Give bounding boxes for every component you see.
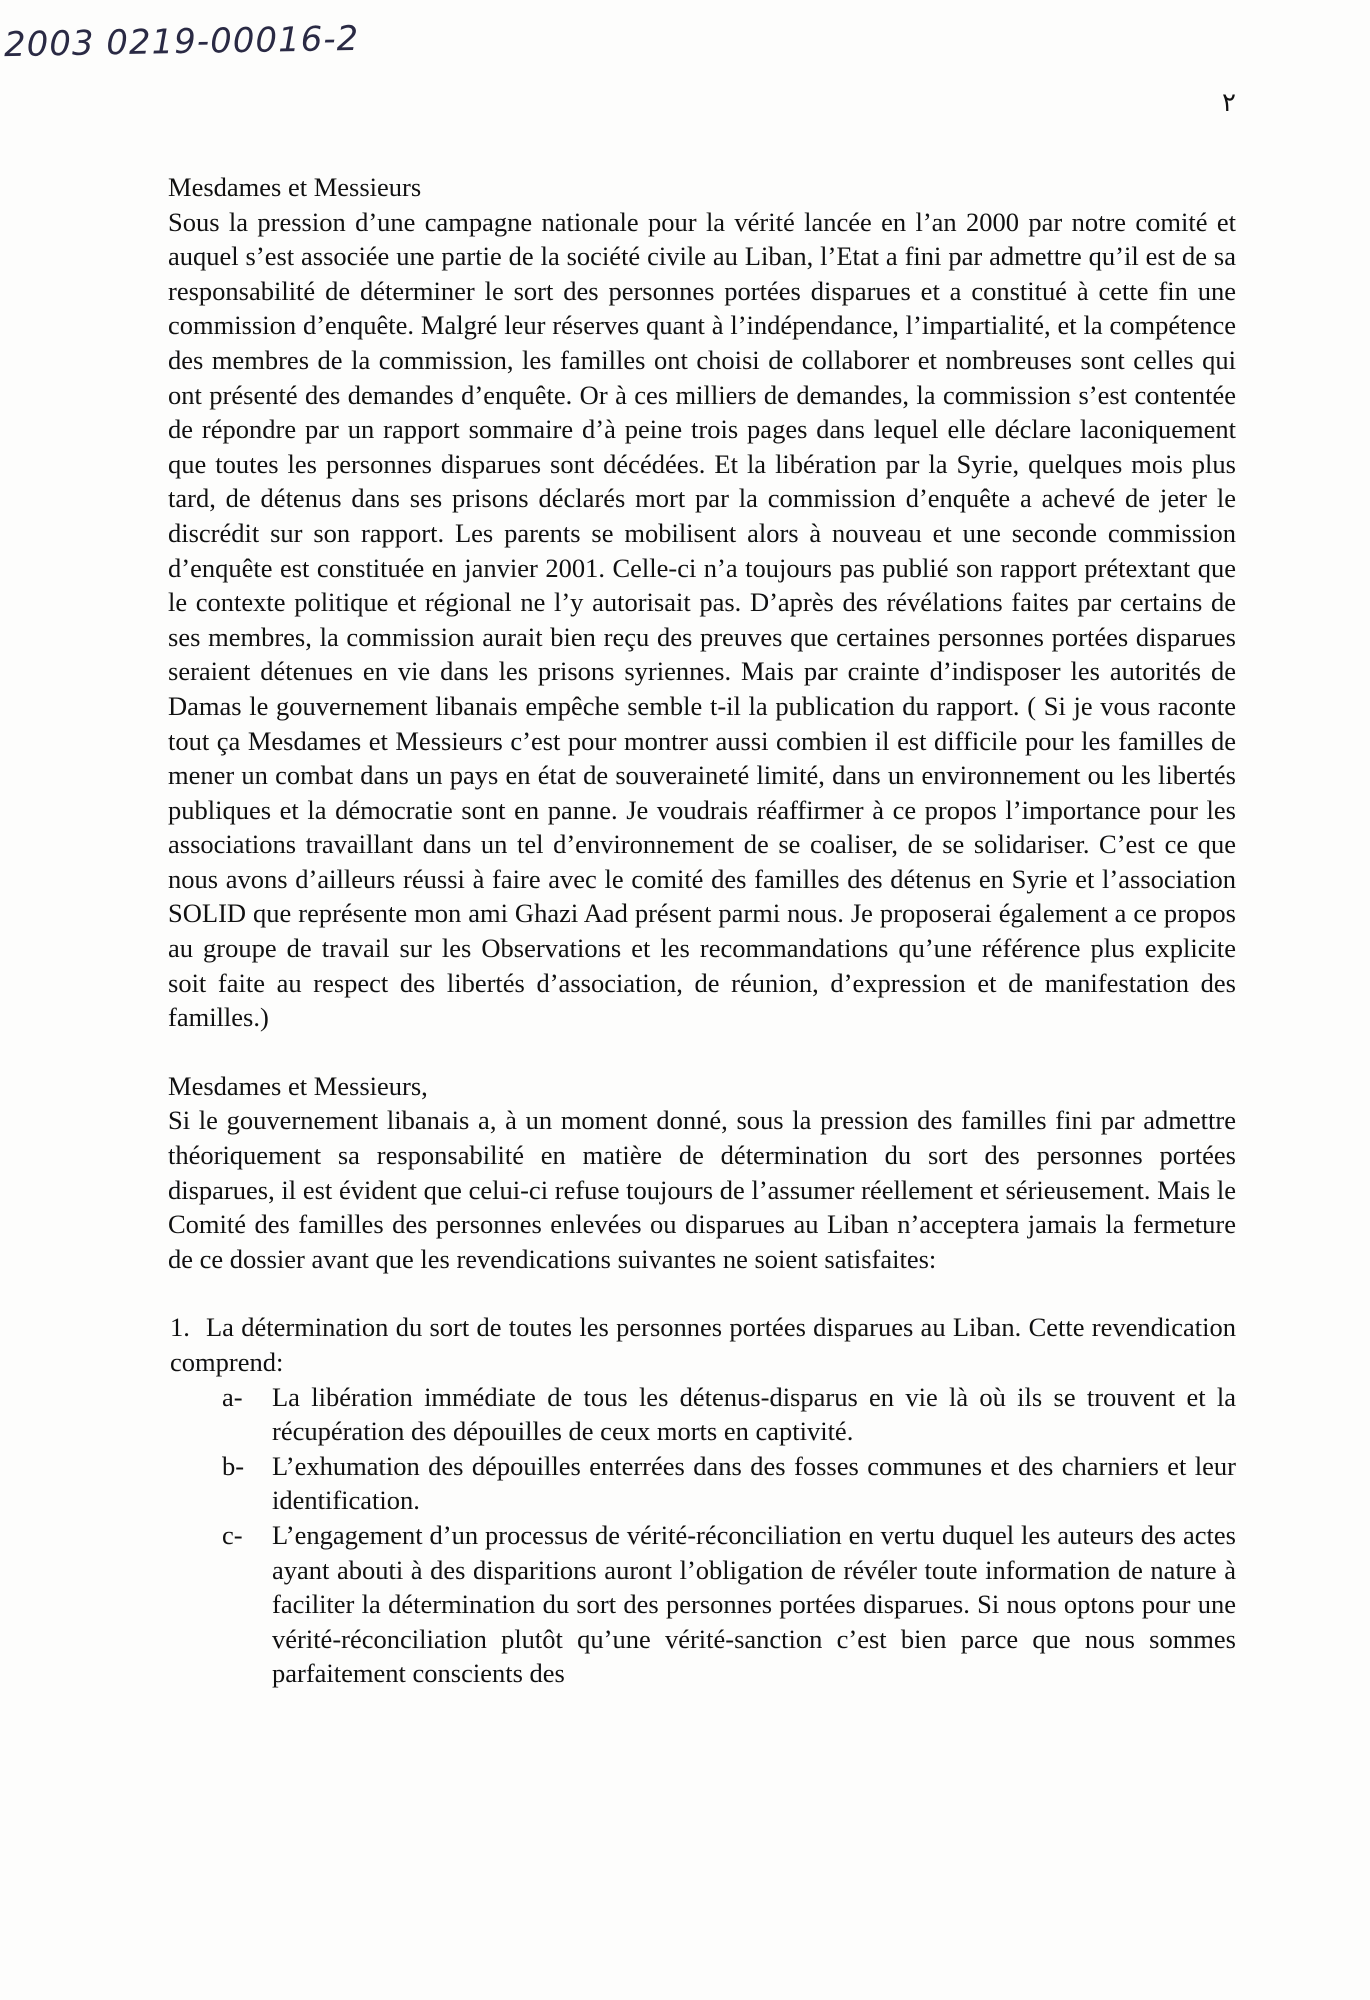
paragraph-2: Si le gouvernement libanais a, à un moment donné, sous la pression des familles fini par admettre théoriquement sa responsabilité en matière de détermination du sort des personnes portées disparues, il est évident que celui-ci refuse toujours de l’assumer réellement et sérieusement. Mais le Comité des familles des personnes enlevées ou disparues au Liban n’acceptera jamais la fermeture de ce dossier avant que les revendications suivantes ne soient satisfaites:	[168, 1105, 1236, 1274]
demand-item	[168, 1310, 1236, 1691]
paragraph-gap	[168, 1276, 1236, 1310]
demands-list	[168, 1310, 1236, 1691]
sub-item-text: L’exhumation des dépouilles enterrées dans des fosses communes et des charniers et leur identification.	[272, 1450, 1236, 1516]
sub-item-letter: c-	[222, 1519, 243, 1550]
paragraph-1: Sous la pression d’une campagne nationale pour la vérité lancée en l’an 2000 par notre comité et auquel s’est associée une partie de la société civile au Liban, l’Etat a fini par admettre qu’il est de sa responsabilité de déterminer le sort des personnes portées disparues et a constitué à cette fin une commission d’enquête. Malgré leur réserves quant à l’indépendance, l’impartialité, et la compétence des membres de la commission, les familles ont choisi de collaborer et nombreuses sont celles qui ont présenté des demandes d’enquête. Or à ces milliers de demandes, la commission s’est contentée de répondre par un rapport sommaire d’à peine trois pages dans lequel elle déclare laconiquement que toutes les personnes disparues sont décédées. Et la libération par la Syrie, quelques mois plus tard, de détenus dans ses prisons déclarés mort par la commission d’enquête a achevé de jeter le discrédit sur son rapport. Les parents se mobilisent alors à nouveau et une seconde commission d’enquête est constituée en janvier 2001. Celle-ci n’a toujours pas publié son rapport prétextant que le contexte politique et régional ne l’y autorisait pas. D’après des révélations faites par certains de ses membres, la commission aurait bien reçu des preuves que certaines personnes portées disparues seraient détenues en vie dans les prisons syriennes. Mais par crainte d’indisposer les autorités de Damas le gouvernement libanais empêche semble t-il la publication du rapport. ( Si je vous raconte tout ça Mesdames et Messieurs c’est pour montrer aussi combien il est difficile pour les familles de mener un combat dans un pays en état de souveraineté limité, dans un environnement ou les libertés publiques et la démocratie sont en panne. Je voudrais réaffirmer à ce propos l’importance pour les associations travaillant dans un tel d’environnement de se coaliser, de se solidariser. C’est ce que nous avons d’ailleurs réussi à faire avec le comité des familles des détenus en Syrie et l’association SOLID que représente mon ami Ghazi Aad présent parmi nous. Je proposerai également a ce propos au groupe de travail sur les Observations et les recommandations qu’une référence plus explicite soit faite au respect des libertés d’association, de réunion, d’expression et de manifestation des familles.)	[168, 206, 1236, 1033]
sub-item-b	[170, 1449, 1236, 1518]
handwritten-reference: 2003 0219-00016-2	[3, 18, 360, 66]
salutation-2: Mesdames et Messieurs,	[168, 1070, 428, 1101]
demand-number: 1.	[170, 1312, 190, 1343]
demand-text: La détermination du sort de toutes les personnes portées disparues au Liban. Cette revendication comprend:	[170, 1312, 1236, 1377]
sub-item-c	[170, 1518, 1236, 1691]
sub-item-letter: a-	[222, 1381, 243, 1412]
paragraph-gap	[168, 1035, 1236, 1069]
page-number: ٢	[1222, 88, 1236, 117]
document-body	[168, 170, 1236, 1691]
sub-item-a	[170, 1380, 1236, 1449]
sub-item-text: L’engagement d’un processus de vérité-réconciliation en vertu duquel les auteurs des actes ayant abouti à des disparitions auront l’obligation de révéler toute information de nature à faciliter la détermination du sort des personnes portées disparues. Si nous optons pour une vérité-réconciliation plutôt qu’une vérité-sanction c’est bien parce que nous sommes parfaitement conscients des	[272, 1519, 1236, 1689]
sub-item-letter: b-	[222, 1450, 245, 1481]
demand-intro	[170, 1310, 1236, 1379]
salutation-1: Mesdames et Messieurs	[168, 172, 422, 202]
demand-sub-list	[170, 1380, 1236, 1691]
sub-item-text: La libération immédiate de tous les détenus-disparus en vie là où ils se trouvent et la récupération des dépouilles de ceux morts en captivité.	[272, 1381, 1236, 1447]
